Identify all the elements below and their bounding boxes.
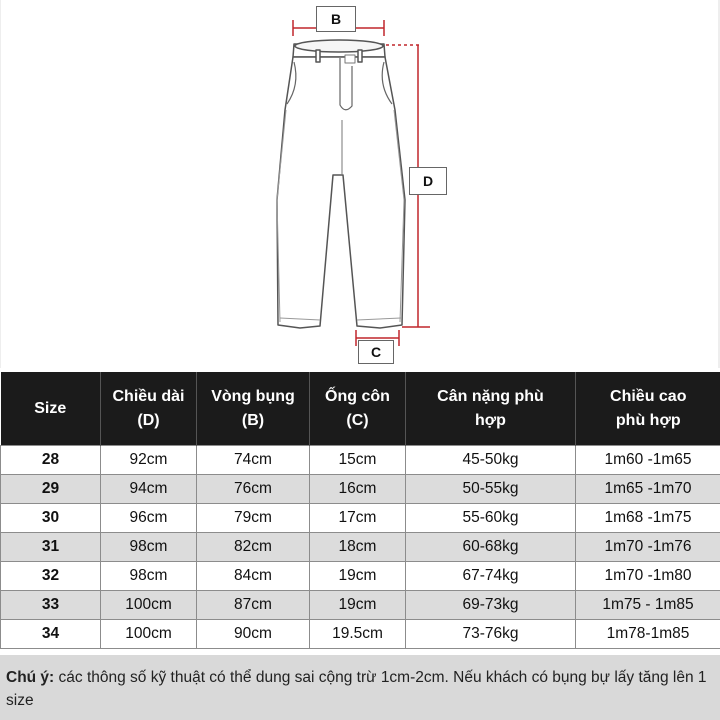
table-cell: 60-68kg xyxy=(406,533,576,562)
note-box xyxy=(0,655,720,720)
table-cell: 55-60kg xyxy=(406,504,576,533)
header-line: (C) xyxy=(346,411,369,429)
pants-outline xyxy=(277,40,405,328)
column-header-2 xyxy=(197,372,310,446)
size-table-header xyxy=(1,372,720,446)
table-cell: 19cm xyxy=(310,591,406,620)
table-cell: 67-74kg xyxy=(406,562,576,591)
table-cell: 74cm xyxy=(197,446,310,475)
table-cell: 1m78-1m85 xyxy=(576,620,720,649)
header-line: Ống côn xyxy=(325,387,390,405)
table-row xyxy=(1,475,720,504)
table-cell: 76cm xyxy=(197,475,310,504)
header-line: Size xyxy=(34,399,67,417)
length-label-d: D xyxy=(409,167,447,195)
table-row xyxy=(1,620,720,649)
table-cell: 82cm xyxy=(197,533,310,562)
waist-label-b: B xyxy=(316,6,356,32)
table-cell: 1m70 -1m76 xyxy=(576,533,720,562)
table-cell: 45-50kg xyxy=(406,446,576,475)
table-cell: 1m75 - 1m85 xyxy=(576,591,720,620)
size-cell: 34 xyxy=(1,620,101,649)
table-row xyxy=(1,562,720,591)
table-cell: 19.5cm xyxy=(310,620,406,649)
table-cell: 87cm xyxy=(197,591,310,620)
size-chart-table xyxy=(0,372,720,649)
header-line: phù hợp xyxy=(615,411,681,429)
table-cell: 17cm xyxy=(310,504,406,533)
size-cell: 30 xyxy=(1,504,101,533)
table-cell: 84cm xyxy=(197,562,310,591)
header-line: (B) xyxy=(241,411,265,429)
table-cell: 69-73kg xyxy=(406,591,576,620)
table-cell: 1m68 -1m75 xyxy=(576,504,720,533)
table-cell: 100cm xyxy=(101,591,197,620)
size-cell: 29 xyxy=(1,475,101,504)
header-line: Chiều dài xyxy=(112,387,185,405)
table-cell: 15cm xyxy=(310,446,406,475)
column-header-4 xyxy=(406,372,576,446)
table-row xyxy=(1,446,720,475)
table-cell: 50-55kg xyxy=(406,475,576,504)
size-cell: 31 xyxy=(1,533,101,562)
table-cell: 92cm xyxy=(101,446,197,475)
table-row xyxy=(1,504,720,533)
table-cell: 79cm xyxy=(197,504,310,533)
column-header-3 xyxy=(310,372,406,446)
table-row xyxy=(1,591,720,620)
header-line: Cân nặng phù xyxy=(437,387,544,405)
note-text: các thông số kỹ thuật có thể dung sai cộng trừ 1cm-2cm. Nếu khách có bụng bự lấy tăng lên 1 size xyxy=(6,669,707,709)
header-line: hợp xyxy=(475,411,506,429)
table-cell: 73-76kg xyxy=(406,620,576,649)
size-cell: 33 xyxy=(1,591,101,620)
table-cell: 1m65 -1m70 xyxy=(576,475,720,504)
table-cell: 1m70 -1m80 xyxy=(576,562,720,591)
header-line: Chiều cao xyxy=(610,387,687,405)
column-header-5 xyxy=(576,372,720,446)
size-cell: 28 xyxy=(1,446,101,475)
table-cell: 1m60 -1m65 xyxy=(576,446,720,475)
hem-label-c: C xyxy=(358,340,394,364)
table-cell: 96cm xyxy=(101,504,197,533)
header-line: Vòng bụng xyxy=(211,387,295,405)
size-table-body xyxy=(1,446,720,649)
note-label: Chú ý: xyxy=(6,669,55,686)
header-line: (D) xyxy=(137,411,160,429)
table-cell: 98cm xyxy=(101,562,197,591)
column-header-1 xyxy=(101,372,197,446)
table-cell: 98cm xyxy=(101,533,197,562)
table-cell: 16cm xyxy=(310,475,406,504)
column-header-0 xyxy=(1,372,101,446)
table-row xyxy=(1,533,720,562)
table-cell: 100cm xyxy=(101,620,197,649)
size-cell: 32 xyxy=(1,562,101,591)
table-cell: 94cm xyxy=(101,475,197,504)
table-cell: 18cm xyxy=(310,533,406,562)
table-cell: 90cm xyxy=(197,620,310,649)
table-cell: 19cm xyxy=(310,562,406,591)
